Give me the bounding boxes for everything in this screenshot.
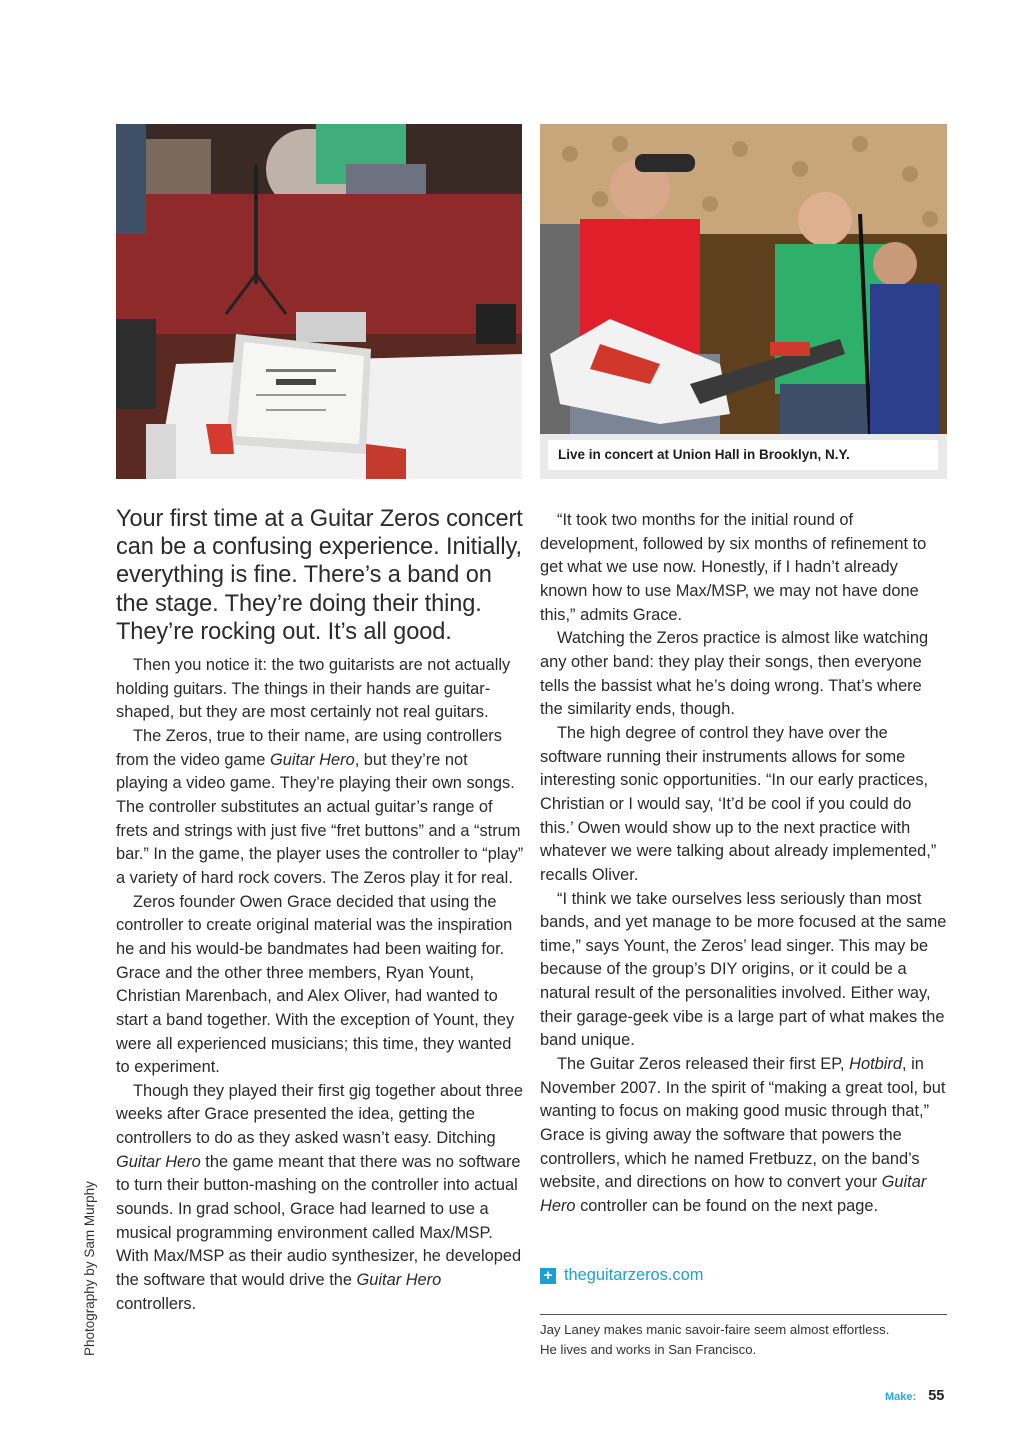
photo-caption: Live in concert at Union Hall in Brooklyn, N.Y. (548, 440, 938, 470)
paragraph: Though they played their first gig together about three weeks after Grace presented the idea, getting the controllers to do as they asked wasn’t easy. Ditching Guitar Hero the game meant that there was no software to turn their button-mashing on the controller into actual sounds. In grad school, Grace had learned to use a musical programming environment called Max/MSP. With Max/MSP as their audio synthesizer, he developed the software that would drive the Guitar Hero controllers. (116, 1081, 523, 1313)
paragraph: The high degree of control they have over the software running their instruments allows for some interesting sonic opportunities. “In our early practices, Christian or I would say, ‘It’d be cool if you could do this.’ Owen would show up to the next practice with whatever we were talking about already implemented,” recalls Oliver. (540, 723, 937, 884)
lede-paragraph: Your first time at a Guitar Zeros concert can be a confusing experience. Initially, everything is fine. There’s a band on the stage. They’re doing their thing. They’re rocking out. It’s all good. (116, 506, 523, 645)
photo-laptop-on-stage (116, 124, 522, 479)
author-bio (540, 1320, 960, 1360)
magazine-brand: Make: (885, 1391, 917, 1403)
paragraph: The Guitar Zeros released their first EP, Hotbird, in November 2007. In the spirit of “making a great tool, but wanting to focus on making good music through that,” Grace is giving away the software that powers the controllers, which he named Fretbuzz, on the band’s website, and directions on how to convert your Guitar Hero controller can be found on the next page. (540, 1055, 946, 1216)
paragraph: The Zeros, true to their name, are using controllers from the video game Guitar Hero, but they’re not playing a video game. They’re playing their own songs. The controller substitutes an actual guitar’s range of frets and strings with just five “fret buttons” and a “strum bar.” In the game, the player uses the controller to “play” a variety of hard rock covers. The Zeros play it for real. (116, 726, 524, 887)
paragraph: “I think we take ourselves less seriously than most bands, and yet manage to be more focused at the same time,” says Yount, the Zeros’ lead singer. This may be because of the group’s DIY origins, or it could be a natural result of the personalities involved. Either way, their garage-geek vibe is a large part of what makes the band unique. (540, 889, 947, 1050)
website-link-text[interactable]: theguitarzeros.com (564, 1266, 704, 1284)
website-link[interactable] (540, 1266, 703, 1285)
plus-icon: + (540, 1268, 556, 1284)
photo-live-concert (540, 124, 947, 479)
paragraph: Then you notice it: the two guitarists are not actually holding guitars. The things in their hands are guitar-shaped, but they are most certainly not real guitars. (116, 656, 511, 722)
page-folio (885, 1388, 944, 1404)
paragraph: “It took two months for the initial round of development, followed by six months of refinement to get what we use now. Honestly, if I hadn’t already known how to use Max/MSP, we may not have done this,” admits Grace. (540, 511, 927, 624)
page-number: 55 (928, 1388, 945, 1404)
photo-concert-image (540, 124, 947, 434)
paragraph: Watching the Zeros practice is almost like watching any other band: they play their songs, then everyone tells the bassist what he’s doing wrong. That’s where the similarity ends, though. (540, 629, 929, 719)
bio-line: Jay Laney makes manic savoir-faire seem almost effortless. (540, 1322, 890, 1337)
paragraph: Zeros founder Owen Grace decided that using the controller to create original material was the inspiration he and his would-be bandmates had been waiting for. Grace and the other three members, Ryan Yount, Christian Marenbach, and Alex Oliver, had wanted to start a band together. With the exception of Yount, they were all experienced musicians; this time, they wanted to experiment. (116, 892, 515, 1077)
article-column-left (116, 505, 524, 1316)
bio-line: He lives and works in San Francisco. (540, 1342, 757, 1357)
bio-divider (540, 1314, 947, 1315)
article-column-right (540, 509, 948, 1219)
photo-laptop-image (116, 124, 522, 479)
photo-credit: Photography by Sam Murphy (82, 1181, 97, 1356)
